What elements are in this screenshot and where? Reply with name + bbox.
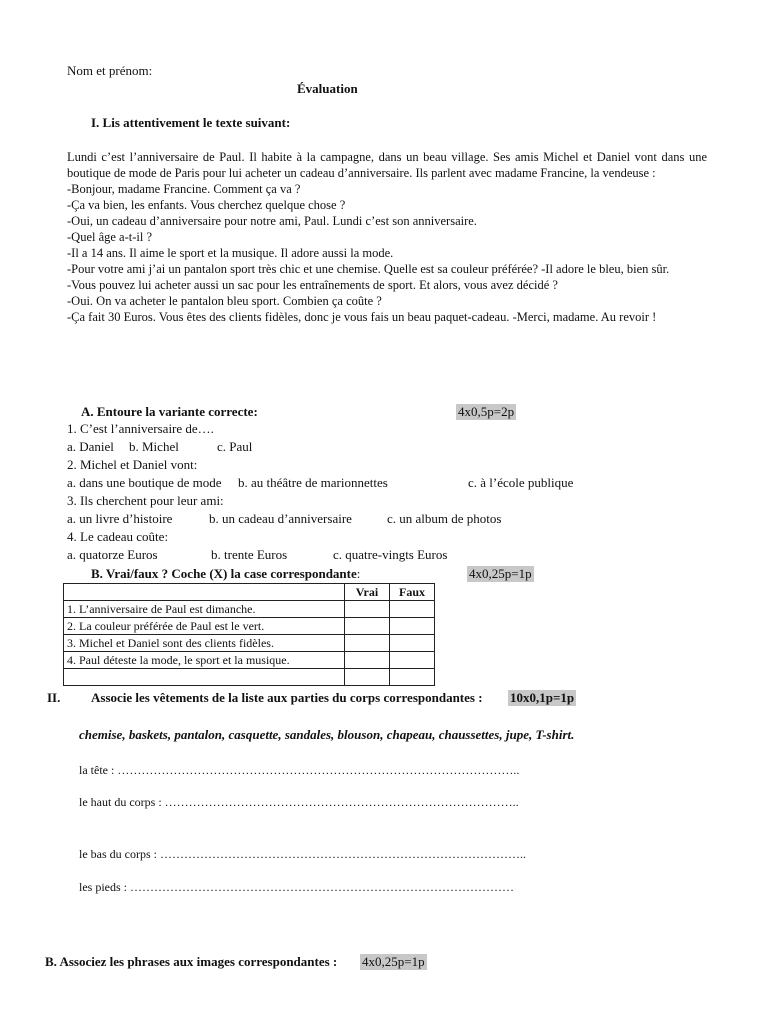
table-row (64, 635, 435, 652)
option-1c[interactable]: c. Paul (217, 439, 253, 454)
option-2a[interactable]: a. dans une boutique de mode (67, 475, 222, 490)
faux-checkbox-cell[interactable] (390, 635, 435, 652)
passage-line: -Oui, un cadeau d’anniversaire pour notre ami, Paul. Lundi c’est son anniversaire. (67, 214, 477, 228)
clothing-word-list: chemise, baskets, pantalon, casquette, sandales, blouson, chapeau, chaussettes, jupe, T-shirt. (79, 727, 575, 742)
table-header-statement (64, 584, 345, 601)
passage-line: Lundi c’est l’anniversaire de Paul. Il habite à la campagne, dans un beau village. Ses amis Michel et Daniel vont dans une boutique de mode de Paris pour lui acheter un cadeau d’anniversaire. Ils parlent avec madame Francine, la vendeuse : (67, 150, 707, 180)
partA-heading: A. Entoure la variante correcte: (81, 404, 258, 419)
section2-points: 10x0,1p=1p (510, 690, 575, 705)
section3-points: 4x0,25p=1p (362, 954, 425, 969)
passage-line: -Oui. On va acheter le pantalon bleu sport. Combien ça coûte ? (67, 294, 382, 308)
partA-points: 4x0,5p=2p (458, 404, 515, 419)
option-2c[interactable]: c. à l’école publique (468, 475, 574, 490)
partB-heading-text: B. Vrai/faux ? Coche (X) la case correspondante (91, 566, 357, 581)
true-false-table (63, 583, 435, 686)
faux-checkbox-cell[interactable] (390, 669, 435, 686)
answer-line-lower-body[interactable]: le bas du corps : ……………………………………………………………………………….. (79, 847, 526, 861)
statement-cell (64, 669, 345, 686)
statement-cell: 3. Michel et Daniel sont des clients fidèles. (64, 635, 345, 652)
option-4b[interactable]: b. trente Euros (211, 547, 288, 562)
statement-cell: 4. Paul déteste la mode, le sport et la musique. (64, 652, 345, 669)
table-header-row (64, 584, 435, 601)
table-header-faux: Faux (390, 584, 435, 601)
table-row (64, 601, 435, 618)
question-1: 1. C’est l’anniversaire de…. (67, 421, 214, 436)
reading-passage (67, 149, 707, 325)
statement-cell: 2. La couleur préférée de Paul est le vert. (64, 618, 345, 635)
option-3b[interactable]: b. un cadeau d’anniversaire (209, 511, 352, 526)
vrai-checkbox-cell[interactable] (345, 618, 390, 635)
section3-heading: B. Associez les phrases aux images correspondantes : (45, 954, 338, 969)
option-4a[interactable]: a. quatorze Euros (67, 547, 158, 562)
faux-checkbox-cell[interactable] (390, 601, 435, 618)
table-row (64, 652, 435, 669)
option-1a[interactable]: a. Daniel (67, 439, 114, 454)
partB-heading-colon: : (356, 566, 361, 581)
table-row (64, 669, 435, 686)
answer-line-head[interactable]: la tête : ……………………………………………………………………………………….. (79, 763, 520, 777)
passage-line: -Vous pouvez lui acheter aussi un sac pour les entraînements de sport. Et alors, vous avez décidé ? (67, 278, 558, 292)
option-3c[interactable]: c. un album de photos (387, 511, 502, 526)
question-3: 3. Ils cherchent pour leur ami: (67, 493, 224, 508)
passage-line: -Ça va bien, les enfants. Vous cherchez quelque chose ? (67, 198, 346, 212)
option-2b[interactable]: b. au théâtre de marionnettes (238, 475, 388, 490)
section1-heading: I. Lis attentivement le texte suivant: (91, 115, 291, 130)
partB-points: 4x0,25p=1p (469, 566, 532, 581)
faux-checkbox-cell[interactable] (390, 652, 435, 669)
option-4c[interactable]: c. quatre-vingts Euros (333, 547, 448, 562)
passage-line: -Pour votre ami j’ai un pantalon sport très chic et une chemise. Quelle est sa couleur préférée? -Il adore le bleu, bien sûr. (67, 262, 670, 276)
option-3a[interactable]: a. un livre d’histoire (67, 511, 173, 526)
passage-line: -Ça fait 30 Euros. Vous êtes des clients fidèles, donc je vous fais un beau paquet-cadeau. -Merci, madame. Au revoir ! (67, 310, 657, 324)
section2-heading: Associe les vêtements de la liste aux parties du corps correspondantes : (91, 690, 483, 705)
question-2: 2. Michel et Daniel vont: (67, 457, 198, 472)
answer-line-feet[interactable]: les pieds : …………………………………………………………………………………… (79, 880, 514, 894)
table-header-vrai: Vrai (345, 584, 390, 601)
option-1b[interactable]: b. Michel (129, 439, 179, 454)
vrai-checkbox-cell[interactable] (345, 669, 390, 686)
table-row (64, 618, 435, 635)
page-title: Évaluation (297, 81, 358, 96)
vrai-checkbox-cell[interactable] (345, 652, 390, 669)
question-4: 4. Le cadeau coûte: (67, 529, 169, 544)
name-label: Nom et prénom: (67, 63, 153, 78)
section2-number: II. (47, 690, 61, 705)
passage-line: -Bonjour, madame Francine. Comment ça va ? (67, 182, 301, 196)
statement-cell: 1. L’anniversaire de Paul est dimanche. (64, 601, 345, 618)
partB-heading (91, 566, 360, 582)
vrai-checkbox-cell[interactable] (345, 635, 390, 652)
faux-checkbox-cell[interactable] (390, 618, 435, 635)
passage-line: -Quel âge a-t-il ? (67, 230, 153, 244)
vrai-checkbox-cell[interactable] (345, 601, 390, 618)
passage-line: -Il a 14 ans. Il aime le sport et la musique. Il adore aussi la mode. (67, 246, 394, 260)
answer-line-upper-body[interactable]: le haut du corps : …………………………………………………………………………….. (79, 795, 519, 809)
